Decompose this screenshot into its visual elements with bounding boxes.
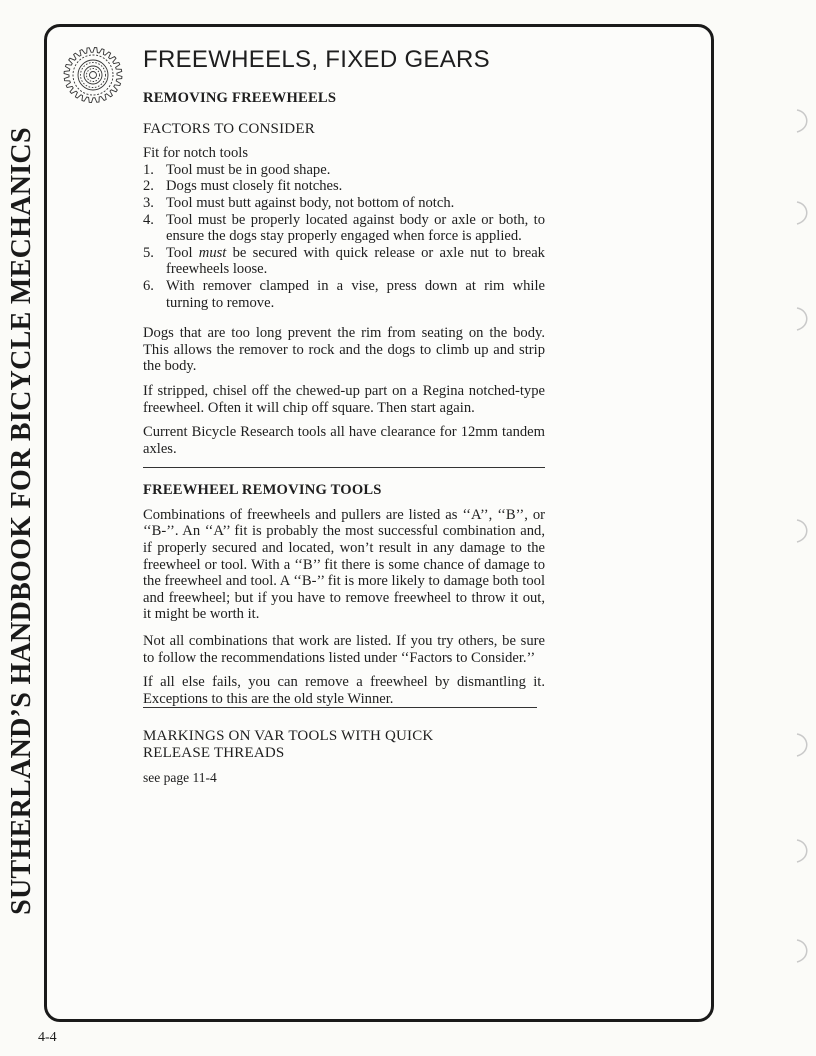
paragraph: Current Bicycle Research tools all have clearance for 12mm tandem axles.: [143, 424, 545, 457]
binder-tab: [793, 518, 813, 544]
list-item: 2. Dogs must closely fit notches.: [143, 178, 343, 195]
list-item: 4. Tool must be properly located against body or axle or both, to ensure the dogs stay properly engaged when force is applied.: [143, 211, 545, 245]
binder-tab: [793, 200, 813, 226]
section-heading-freewheel-removing-tools: FREEWHEEL REMOVING TOOLS: [143, 482, 382, 499]
freewheel-gear-icon: [59, 44, 127, 106]
page-content: [143, 90, 545, 786]
list-intro: Fit for notch tools: [143, 145, 248, 162]
list-item: 6. With remover clamped in a vise, press down at rim while turning to remove.: [143, 277, 545, 311]
binder-tab: [793, 838, 813, 864]
page-number: 4-4: [38, 1030, 57, 1045]
paragraph: Not all combinations that work are listed. If you try others, be sure to follow the recommendations listed under ‘‘Factors to Consider.’’: [143, 633, 545, 666]
paragraph: Dogs that are too long prevent the rim from seating on the body. This allows the remover to rock and the dogs to climb up and strip the body.: [143, 325, 545, 375]
spine-title: SUTHERLAND’S HANDBOOK FOR BICYCLE MECHANICS: [6, 127, 38, 915]
cross-reference: see page 11-4: [143, 769, 217, 785]
list-item: 5. Tool must be secured with quick release or axle nut to break freewheels loose.: [143, 244, 545, 278]
binder-tab: [793, 306, 813, 332]
subheading-factors-to-consider: FACTORS TO CONSIDER: [143, 120, 315, 137]
section-heading-markings-on-var-tools: MARKINGS ON VAR TOOLS WITH QUICK RELEASE THREADS: [143, 728, 434, 761]
binder-tab: [793, 108, 813, 134]
list-item: 1. Tool must be in good shape.: [143, 161, 331, 178]
factors-list: [143, 162, 545, 311]
binder-tab: [793, 938, 813, 964]
list-item: 3. Tool must butt against body, not bottom of notch.: [143, 194, 455, 211]
paragraph: If stripped, chisel off the chewed-up part on a Regina notched-type freewheel. Often it will chip off square. Then start again.: [143, 382, 545, 416]
paragraph: Combinations of freewheels and pullers are listed as ‘‘A’’, ‘‘B’’, or ‘‘B-’’. An ‘‘A’’ fit is probably the most successful combination and, if properly secured and located, won’t result in any damage to the freewheel or tool. With a ‘‘B’’ fit there is some chance of damage to the freewheel and tool. A ‘‘B-’’ fit is more likely to damage both tool and freewheel; but if you have to remove freewheel to throw it out, it might be worth it.: [143, 506, 545, 623]
section-heading-removing-freewheels: REMOVING FREEWHEELS: [143, 90, 337, 106]
paragraph: If all else fails, you can remove a freewheel by dismantling it. Exceptions to this are the old style Winner.: [143, 674, 545, 707]
binder-tab: [793, 732, 813, 758]
chapter-title: FREEWHEELS, FIXED GEARS: [143, 46, 490, 73]
